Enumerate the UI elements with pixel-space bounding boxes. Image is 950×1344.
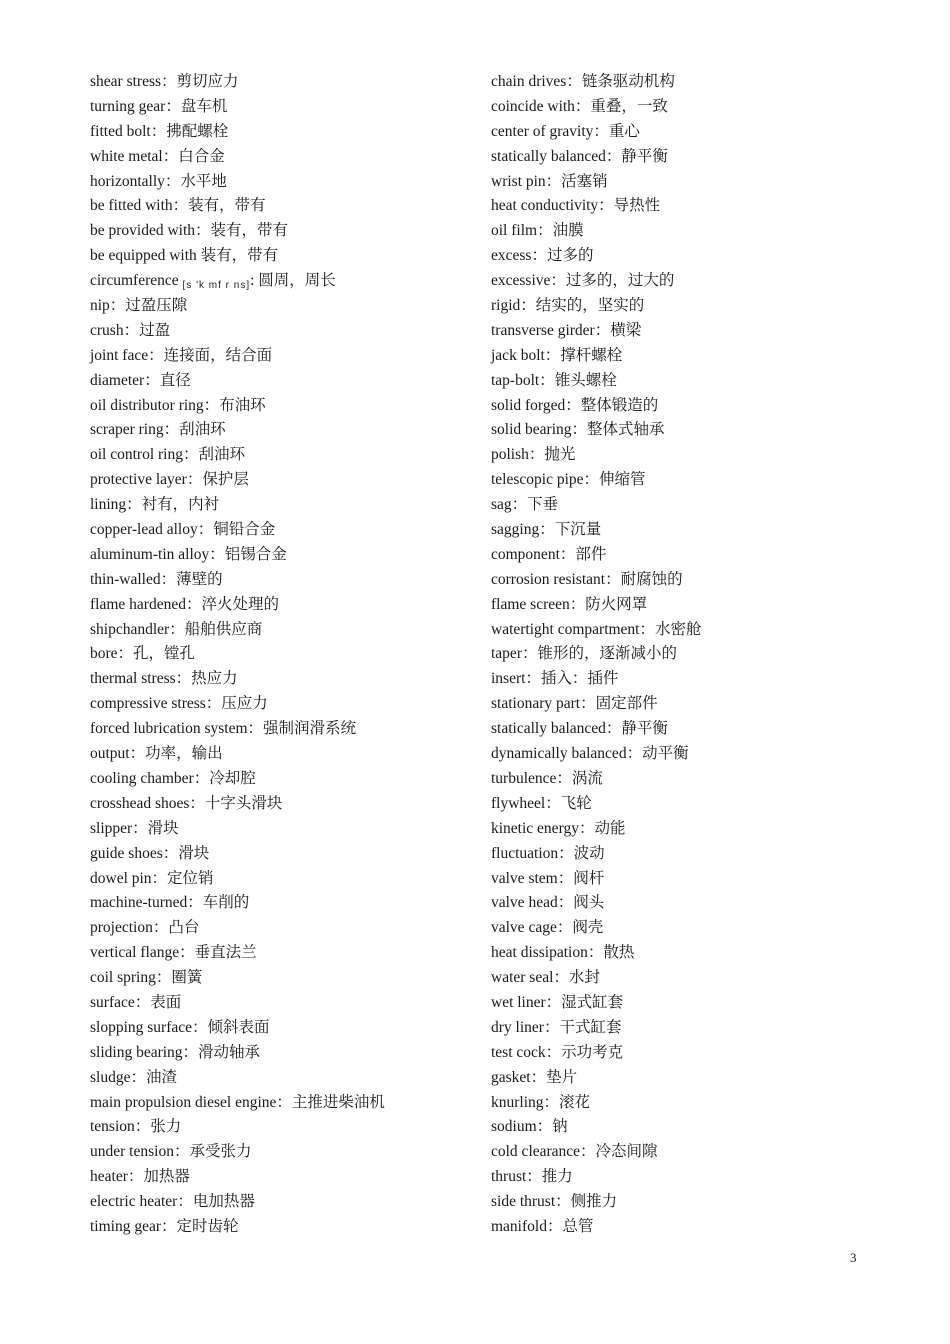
glossary-entry: oil control ring：刮油环 xyxy=(90,446,245,464)
glossary-entry: thin-walled：薄壁的 xyxy=(90,570,223,588)
glossary-entry: machine-turned：车削的 xyxy=(90,894,250,912)
glossary-entry: lining：衬有，内衬 xyxy=(90,496,220,514)
right-glossary-column xyxy=(491,70,911,1240)
glossary-entry: shear stress：剪切应力 xyxy=(90,73,239,90)
glossary-entry: main propulsion diesel engine：主推进柴油机 xyxy=(90,1093,385,1111)
glossary-entry: heat dissipation：散热 xyxy=(491,944,635,962)
glossary-entry: dry liner：干式缸套 xyxy=(491,1018,622,1036)
glossary-entry: thrust：推力 xyxy=(491,1168,573,1186)
glossary-entry: knurling：滚花 xyxy=(491,1093,591,1111)
glossary-entry: timing gear：定时齿轮 xyxy=(90,1217,239,1235)
glossary-entry: oil film：油膜 xyxy=(491,222,584,240)
glossary-entry: diameter：直径 xyxy=(90,371,191,389)
glossary-entry: surface：表面 xyxy=(90,993,182,1011)
glossary-entry: sodium：钠 xyxy=(491,1118,568,1136)
glossary-entry: turning gear：盘车机 xyxy=(90,97,228,115)
page-number: 3 xyxy=(850,1250,857,1265)
glossary-entry: test cock：示功考克 xyxy=(491,1043,624,1061)
phonetic-transcription: [s 'k mf r ns] xyxy=(182,280,251,292)
glossary-entry: sagging：下沉量 xyxy=(491,521,602,539)
glossary-entry: slopping surface：倾斜表面 xyxy=(90,1018,270,1036)
glossary-entry: watertight compartment：水密舱 xyxy=(491,620,702,638)
glossary-entry: coincide with：重叠，一致 xyxy=(491,97,668,115)
glossary-entry: nip：过盈压隙 xyxy=(90,297,188,315)
glossary-entry: dowel pin：定位销 xyxy=(90,869,214,887)
glossary-entry: gasket：垫片 xyxy=(491,1068,578,1086)
glossary-entry: wrist pin：活塞销 xyxy=(491,172,608,190)
glossary-entry: shipchandler：船舶供应商 xyxy=(90,620,263,638)
glossary-entry: bore：孔，镗孔 xyxy=(90,645,196,663)
glossary-entry: heat conductivity：导热性 xyxy=(491,197,661,215)
glossary-entry: electric heater：电加热器 xyxy=(90,1193,255,1211)
glossary-entry: coil spring：圈簧 xyxy=(90,969,203,987)
glossary-entry: taper：锥形的，逐渐减小的 xyxy=(491,645,677,663)
glossary-entry: cold clearance：冷态间隙 xyxy=(491,1143,658,1161)
glossary-entry: output：功率，输出 xyxy=(90,745,223,763)
glossary-entry: vertical flange：垂直法兰 xyxy=(90,944,257,962)
glossary-entry: valve stem：阀杆 xyxy=(491,869,605,887)
glossary-entry: thermal stress：热应力 xyxy=(90,670,238,688)
glossary-entry: joint face：连接面，结合面 xyxy=(90,346,273,364)
glossary-entry: kinetic energy：动能 xyxy=(491,819,626,837)
glossary-entry: oil distributor ring：布油环 xyxy=(90,396,266,414)
glossary-entry: slipper：滑块 xyxy=(90,819,179,837)
glossary-entry: insert：插入：插件 xyxy=(491,670,619,688)
glossary-entry: valve cage：阀壳 xyxy=(491,919,604,937)
glossary-entry: guide shoes：滑块 xyxy=(90,844,210,862)
glossary-entry: solid forged：整体锻造的 xyxy=(491,396,659,414)
glossary-entry: wet liner：湿式缸套 xyxy=(491,993,624,1011)
glossary-entry: heater：加热器 xyxy=(90,1168,190,1186)
glossary-entry: polish：抛光 xyxy=(491,446,576,464)
glossary-entry: forced lubrication system：强制润滑系统 xyxy=(90,720,357,738)
glossary-entry: solid bearing：整体式轴承 xyxy=(491,421,665,439)
glossary-entry: center of gravity：重心 xyxy=(491,122,640,140)
glossary-entry: be equipped with 装有，带有 xyxy=(90,247,279,265)
glossary-entry: sliding bearing：滑动轴承 xyxy=(90,1043,261,1061)
glossary-entry: component：部件 xyxy=(491,545,607,563)
glossary-entry: dynamically balanced：动平衡 xyxy=(491,745,689,763)
glossary-entry: copper-lead alloy：铜铅合金 xyxy=(90,521,276,539)
glossary-entry: scraper ring：刮油环 xyxy=(90,421,226,439)
glossary-entry: statically balanced：静平衡 xyxy=(491,147,668,165)
glossary-entry: corrosion resistant：耐腐蚀的 xyxy=(491,570,683,588)
left-glossary-column xyxy=(90,70,480,1240)
glossary-entry: white metal：白合金 xyxy=(90,147,225,165)
glossary-entry: fitted bolt：拂配螺栓 xyxy=(90,122,229,140)
glossary-entry: water seal：水封 xyxy=(491,969,600,987)
glossary-entry: excessive：过多的，过大的 xyxy=(491,272,675,290)
glossary-entry: excess：过多的 xyxy=(491,247,594,265)
glossary-entry: sag：下垂 xyxy=(491,496,559,514)
glossary-entry: rigid：结实的，坚实的 xyxy=(491,297,645,315)
glossary-entry: flame screen：防火网罩 xyxy=(491,595,648,613)
glossary-entry: chain drives：链条驱动机构 xyxy=(491,73,675,90)
glossary-entry: sludge：油渣 xyxy=(90,1068,177,1086)
glossary-entry: be provided with：装有，带有 xyxy=(90,222,289,240)
glossary-entry: crush：过盈 xyxy=(90,321,171,339)
glossary-entry: aluminum-tin alloy：铝锡合金 xyxy=(90,545,287,563)
glossary-entry: projection：凸台 xyxy=(90,919,200,937)
glossary-entry: crosshead shoes：十字头滑块 xyxy=(90,794,283,812)
glossary-entry: protective layer：保护层 xyxy=(90,471,249,489)
glossary-entry: under tension：承受张力 xyxy=(90,1143,252,1161)
glossary-entry: be fitted with：装有，带有 xyxy=(90,197,266,215)
glossary-entry: fluctuation：波动 xyxy=(491,844,605,862)
glossary-entry: valve head：阀头 xyxy=(491,894,605,912)
glossary-entry: flywheel：飞轮 xyxy=(491,794,592,812)
glossary-entry: cooling chamber：冷却腔 xyxy=(90,769,256,787)
glossary-entry: compressive stress：压应力 xyxy=(90,695,268,713)
glossary-entry: statically balanced：静平衡 xyxy=(491,720,668,738)
glossary-entry: tension：张力 xyxy=(90,1118,182,1136)
glossary-entry: jack bolt：撑杆螺栓 xyxy=(491,346,623,364)
glossary-entry: telescopic pipe：伸缩管 xyxy=(491,471,646,489)
glossary-entry: tap-bolt：锥头螺栓 xyxy=(491,371,617,389)
glossary-entry: turbulence：涡流 xyxy=(491,769,603,787)
glossary-entry: side thrust：侧推力 xyxy=(491,1193,618,1211)
glossary-entry: circumference [s 'k mf r ns]: 圆周，周长 xyxy=(90,272,336,292)
glossary-entry: horizontally：水平地 xyxy=(90,172,227,190)
glossary-entry: manifold：总管 xyxy=(491,1217,594,1235)
glossary-entry: flame hardened：淬火处理的 xyxy=(90,595,279,613)
glossary-entry: stationary part：固定部件 xyxy=(491,695,658,713)
glossary-entry: transverse girder：横梁 xyxy=(491,321,642,339)
